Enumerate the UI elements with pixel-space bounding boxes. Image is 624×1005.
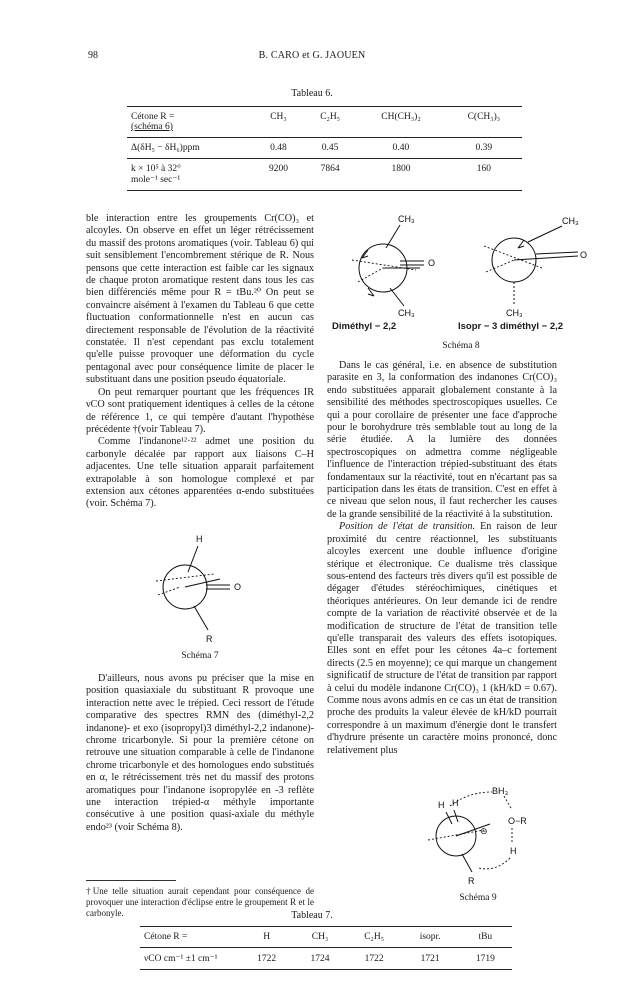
schema7-caption: Schéma 7 <box>181 651 219 661</box>
table6-header-cell: Cétone R = (schéma 6) <box>127 107 253 138</box>
schema8-diagram-left <box>328 210 452 330</box>
table7-header-row <box>140 927 512 948</box>
paragraph: On peut remarquer pourtant que les fréquences IR νCO sont pratiquement identiques à celles de la cétone de référence 1, ce qui tempère d'autant l'hypothèse précédente †(voir Tableau 7). <box>86 386 314 435</box>
table-cell: 1724 <box>293 948 346 970</box>
label-h: H <box>196 534 203 544</box>
left-column-bottom <box>86 673 314 834</box>
table-row <box>140 948 512 970</box>
schema8-diagram-right <box>466 210 598 330</box>
table-cell: 0.48 <box>253 138 304 159</box>
table7-header-cell: C₂H₅ <box>347 927 402 948</box>
schema8-caption: Schéma 8 <box>442 341 480 351</box>
table6-caption: Tableau 6. <box>291 88 333 99</box>
table-cell: 0.45 <box>304 138 356 159</box>
table-cell: 9200 <box>253 159 304 191</box>
table-cell: 1719 <box>459 948 512 970</box>
table7-header-cell: CH₃ <box>293 927 346 948</box>
label-r: R <box>206 634 213 644</box>
label-o: O <box>234 582 242 592</box>
label-ch3: CH₃ <box>506 308 523 318</box>
row-label: Δ(δH₅ − δH₆)ppm <box>127 138 253 159</box>
label-ch3: CH₃ <box>562 216 579 226</box>
label-ch3: CH₃ <box>398 308 415 318</box>
table6 <box>127 106 522 191</box>
table7-header-cell: tBu <box>459 927 512 948</box>
section-title: Position de l'état de transition. <box>339 521 475 533</box>
label-h: H <box>452 798 459 808</box>
running-head: B. CARO et G. JAOUEN <box>258 50 366 61</box>
table7-header-cell: isopr. <box>402 927 459 948</box>
label-or: O−R <box>508 816 527 826</box>
paragraph: Position de l'état de transition. En raison de leur proximité du centre réactionnel, les substituants alcoyles exercent une double influence d'origine stérique et électronique. Ce dualisme très classique sous-entend des facteurs très divers qu'il est possible de dégager d'études stéréochimiques, cinétiques et théoriques antérieures. On leur demande ici de rendre compte de la variation de réactivité observée et de la modification de structure de l'état de transition telle qu'elle transparait des valeurs des effets isotopiques. Elles sont en effet pour les cétones 4a–c fortement directs (2.5 en moyenne); ce qui marque un changement significatif de structure de l'état de transition par rapport à celui du modèle indanone Cr(CO)₃ 1 (kH/kD = 0.67). Comme nous avons admis en ce cas un état de transition proche des produits la valeur élevée de kH/kD pourrait correspondre à un maximum d'énergie dont le transfert d'hydrure présente un caractère moins prononcé, donc relativement plus <box>327 521 558 756</box>
label-h: H <box>510 846 517 856</box>
label-ch3: CH₃ <box>398 214 415 224</box>
table6-header-cell: C(CH₃)₃ <box>446 107 522 138</box>
schema8-label-right: Isopr − 3 diméthyl − 2,2 <box>458 321 564 332</box>
schema8-label-left: Diméthyl − 2,2 <box>332 321 397 332</box>
table6-header-cell: CH(CH₃)₂ <box>356 107 445 138</box>
page-number: 98 <box>88 50 98 61</box>
row-label: k × 10⁵ à 32° mole⁻¹ sec⁻¹ <box>127 159 253 191</box>
schema9-caption: Schéma 9 <box>459 893 497 903</box>
label-o: O <box>428 258 436 268</box>
table-cell: 7864 <box>304 159 356 191</box>
table-cell: 1722 <box>240 948 293 970</box>
footnote-rule <box>86 880 176 881</box>
schema7-diagram <box>120 532 260 647</box>
label-bh3: BH₃ <box>492 786 509 796</box>
table-cell: 1721 <box>402 948 459 970</box>
table-row <box>127 138 522 159</box>
label-o: O <box>580 250 588 260</box>
schema9-diagram <box>418 782 538 892</box>
label-minus: ⊖ <box>480 826 488 836</box>
table7-header-cell: H <box>240 927 293 948</box>
table7-header-cell: Cétone R = <box>140 927 240 948</box>
table-cell: 0.39 <box>446 138 522 159</box>
table-cell: 0.40 <box>356 138 445 159</box>
left-column-top <box>86 213 314 511</box>
table7-caption: Tableau 7. <box>291 910 333 921</box>
row-label: νCO cm⁻¹ ±1 cm⁻¹ <box>140 948 240 970</box>
label-r: R <box>468 876 475 886</box>
table-cell: 160 <box>446 159 522 191</box>
table7 <box>140 926 512 970</box>
table6-header-cell: CH₃ <box>253 107 304 138</box>
table-row <box>127 159 522 191</box>
label-h: H <box>438 800 445 810</box>
table-cell: 1722 <box>347 948 402 970</box>
table6-header-cell: C₂H₅ <box>304 107 356 138</box>
right-column <box>327 360 557 757</box>
table-cell: 1800 <box>356 159 445 191</box>
footnote: †Une telle situation aurait cependant pour conséquence de provoquer une interaction d'éclipse entre le groupement R et le carbonyle. <box>86 886 314 918</box>
paragraph: Dans le cas général, i.e. en absence de substitution parasite en 3, la conformation des indanones Cr(CO)₃ endo substituées apparait globalement constante à la sensibilité des méthodes spectroscopiques usuelles. Ce qui a pour corollaire de présenter une face d'approche pour le borohydrure très semblable tout au long de la série étudiée. A la lumière des données spectroscopiques on admettra comme négligeable l'influence de l'interaction trépied-substituant des états fondamentaux sur la réactivité, tout en n'écartant pas sa participation dans les états de transition. C'est en effet à ce niveau que selon nous, il faut rechercher les causes de la grande sensibilité de la réactivité à la substitution. <box>327 360 557 520</box>
paragraph: D'ailleurs, nous avons pu préciser que la mise en position quasiaxiale du substituant R provoque une interaction nette avec le trépied. Ceci ressort de l'étude comparative des spectres RMN des (diméthyl-2,2 indanone)- et exo (isopropyl)3 diméthyl-2,2 indanone)-chrome tricarbonyle. Si pour la première cétone on retrouve une situation comparable à celle de l'indanone chrome tricarbonyle et des homologues endo substitués en α, le rétrécissement très net du massif des protons aromatiques pour l'indanone isopropylée en -3 reflète une interaction trépied-α méthyle importante consécutive à une position quasi-axiale du méthyle endo²³ (voir Schéma 8). <box>86 673 314 833</box>
table6-header-row <box>127 107 522 138</box>
paragraph: Comme l'indanone¹²·²² admet une position du carbonyle décalée par rapport aux liaisons C–H adjacentes. Une telle situation apparait parfaitement extrapolable à son homologue complexé et par extension aux cétones apparentées α-endo substituées (voir. Schéma 7). <box>86 436 314 510</box>
paragraph: ble interaction entre les groupements Cr(CO)₃ et alcoyles. On observe en effet un léger rétrécissement du massif des protons aromatiques (voir. Tableau 6) qui suit sensiblement l'encombrement stérique de R. Nous pensons que cette interaction est faible car les signaux de chaque proton aromatique restent dans tous les cas bien différenciés même pour R = tBu.²⁰ On peut se convaincre aisément à l'examen du Tableau 6 que cette fluctuation conformationnelle n'est en aucun cas directement responsable de l'évolution de la réactivité constatée. Il n'est cependant pas exclu totalement qu'elle puisse provoquer une déformation du cycle pentagonal avec pour conséquence limite de placer le substituant dans une position pseudo équatoriale. <box>86 213 314 386</box>
